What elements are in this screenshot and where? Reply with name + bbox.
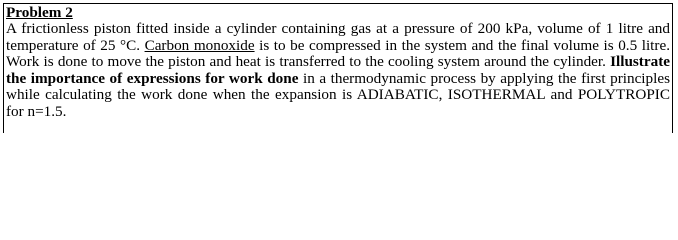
problem-statement [6,21,670,120]
underlined-term: Carbon monoxide [144,36,255,54]
statement-text-1: A frictionless piston fitted inside a cylinder containing gas at a pressure of 200 kPa, volume of 1 litre and temperature of 25 °C. [6,20,670,54]
problem-box [3,3,673,133]
statement-text-2: is to be compressed in the system and the final volume is 0.5 litre. Work is done to move the piston and heat is transferred to the cooling system around the cylinder. [6,36,670,70]
bold-phrase: Illustrate the importance of expressions for work done [6,53,670,87]
statement-text-3: in a thermodynamic process by applying the first principles while calculating the work done when the expansion is ADIABATIC, ISOTHERMAL and POLYTROPIC for n=1.5. [6,69,670,120]
problem-title: Problem 2 [6,4,73,21]
